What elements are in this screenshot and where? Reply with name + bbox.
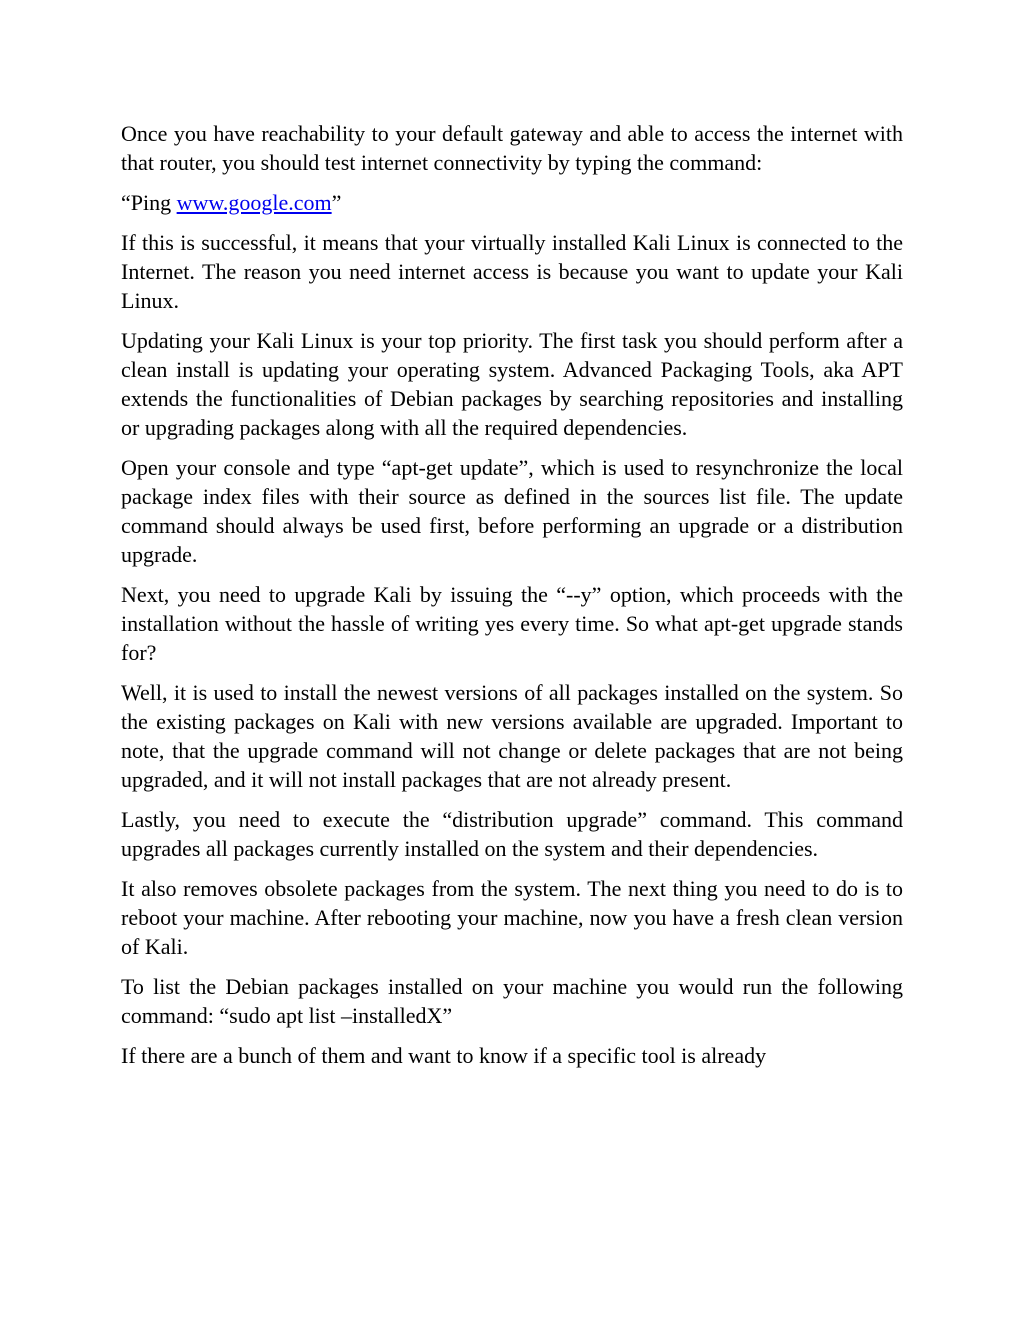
paragraph-list-packages: To list the Debian packages installed on your machine you would run the following command: “sudo apt list –installedX”: [121, 974, 903, 1028]
ping-suffix: ”: [331, 190, 342, 215]
paragraph-updating: Updating your Kali Linux is your top priority. The first task you should perform after a clean install is updating your operating system. Advanced Packaging Tools, aka APT extends the functionalities of Debian packages by searching repositories and installing or upgrading packages along with all the required dependencies.: [121, 328, 903, 440]
document-body: [121, 119, 903, 1081]
paragraph-intro: Once you have reachability to your default gateway and able to access the internet with that router, you should test internet connectivity by typing the command:: [121, 121, 903, 175]
paragraph-upgrade-option: Next, you need to upgrade Kali by issuing the “--y” option, which proceeds with the installation without the hassle of writing yes every time. So what apt-get upgrade stands for?: [121, 582, 903, 665]
paragraph-success: If this is successful, it means that your virtually installed Kali Linux is connected to the Internet. The reason you need internet access is because you want to update your Kali Linux.: [121, 230, 903, 313]
paragraph-upgrade-explained: Well, it is used to install the newest versions of all packages installed on the system. So the existing packages on Kali with new versions available are upgraded. Important to note, that the upgrade command will not change or delete packages that are not being upgraded, and it will not install packages that are not already present.: [121, 680, 903, 792]
paragraph-dist-upgrade: Lastly, you need to execute the “distribution upgrade” command. This command upgrades all packages currently installed on the system and their dependencies.: [121, 807, 903, 861]
paragraph-reboot: It also removes obsolete packages from the system. The next thing you need to do is to reboot your machine. After rebooting your machine, now you have a fresh clean version of Kali.: [121, 876, 903, 959]
paragraph-specific-tool: If there are a bunch of them and want to know if a specific tool is already: [121, 1043, 767, 1068]
ping-prefix: “Ping: [121, 190, 177, 215]
google-link[interactable]: www.google.com: [176, 190, 332, 215]
paragraph-apt-get-update: Open your console and type “apt-get update”, which is used to resynchronize the local package index files with their source as defined in the sources list file. The update command should always be used first, before performing an upgrade or a distribution upgrade.: [121, 455, 903, 567]
paragraph-ping-command: [121, 188, 903, 217]
